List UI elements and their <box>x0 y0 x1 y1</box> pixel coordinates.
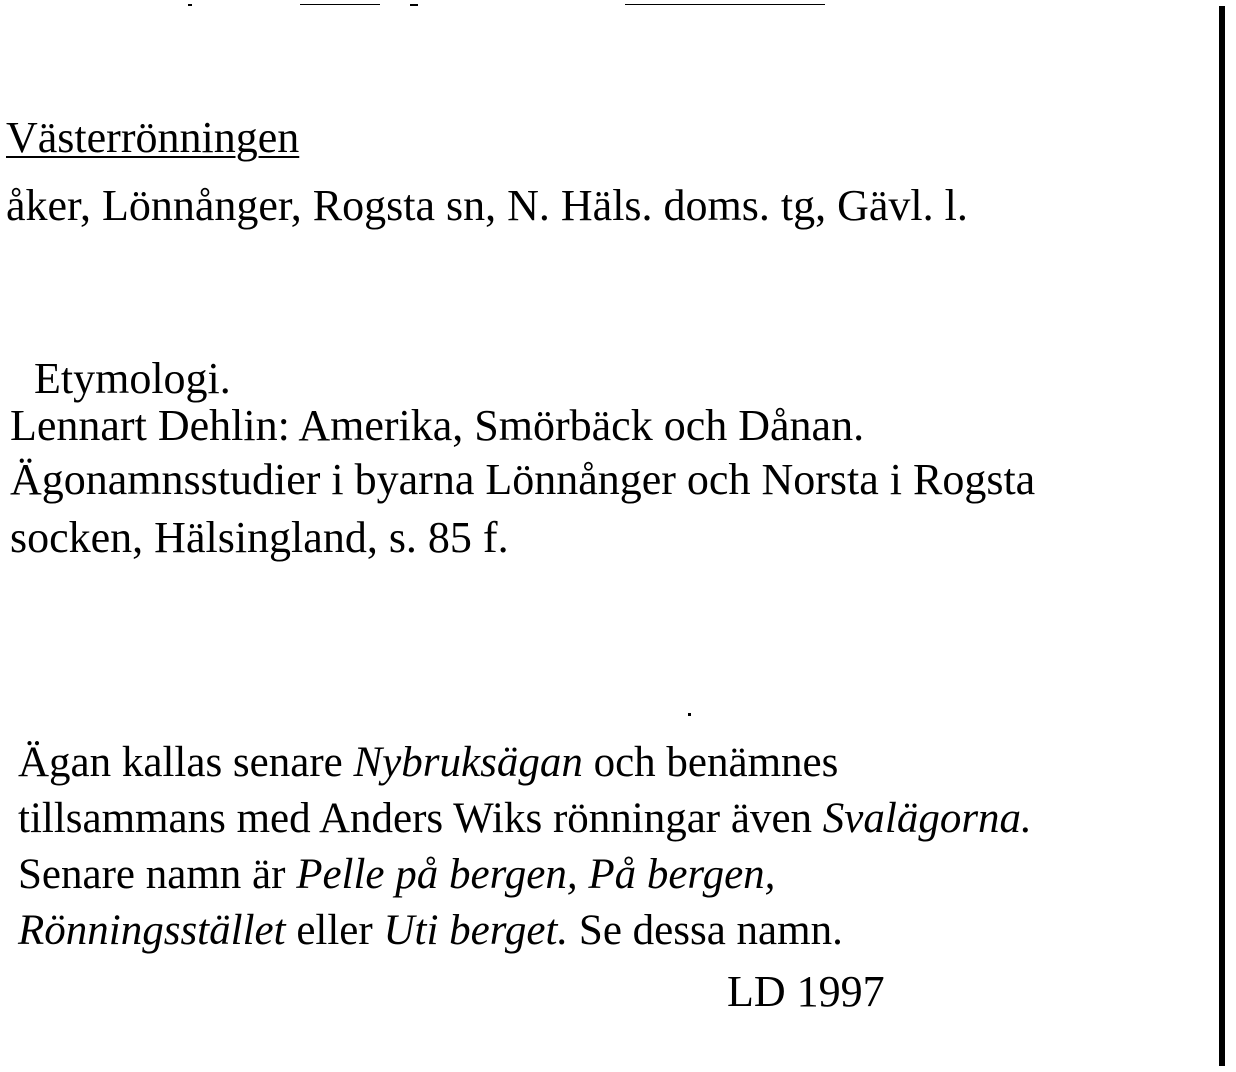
scan-artifact <box>688 713 691 716</box>
scan-artifact <box>625 4 825 5</box>
place-name: Svalägorna. <box>822 795 1032 842</box>
paragraph-text: Senare namn är <box>18 851 297 898</box>
etymology-source-line: socken, Hälsingland, s. 85 f. <box>10 513 509 562</box>
paragraph-text: Ägan kallas senare <box>18 739 354 786</box>
place-name: Pelle på bergen, På bergen, <box>296 851 776 898</box>
paragraph-line <box>18 797 1032 840</box>
paragraph-text: tillsammans med Anders Wiks rönningar även <box>18 795 823 842</box>
etymology-heading: Etymologi. <box>34 354 231 403</box>
paragraph-line <box>18 741 838 784</box>
etymology-source-line: Lennart Dehlin: Amerika, Smörbäck och Dånan. <box>10 401 865 450</box>
paragraph-text: eller <box>285 907 384 954</box>
place-name: Nybruksägan <box>353 739 583 786</box>
place-name: Rönningsstället <box>18 907 286 954</box>
signature: LD 1997 <box>727 967 885 1016</box>
scan-artifact <box>410 4 418 6</box>
paragraph-text: Se dessa namn. <box>568 907 843 954</box>
paragraph-line <box>18 853 775 896</box>
scan-artifact <box>188 4 192 6</box>
page-title: Västerrönningen <box>6 113 300 162</box>
paragraph-line <box>18 909 843 952</box>
paragraph-text: och benämnes <box>582 739 839 786</box>
page-edge-rule <box>1219 6 1225 1066</box>
place-description: åker, Lönnånger, Rogsta sn, N. Häls. doms. tg, Gävl. l. <box>6 181 968 230</box>
scan-artifact <box>300 4 380 5</box>
etymology-source-line: Ägonamnsstudier i byarna Lönnånger och Norsta i Rogsta <box>10 455 1036 504</box>
place-name: Uti berget. <box>383 907 569 954</box>
